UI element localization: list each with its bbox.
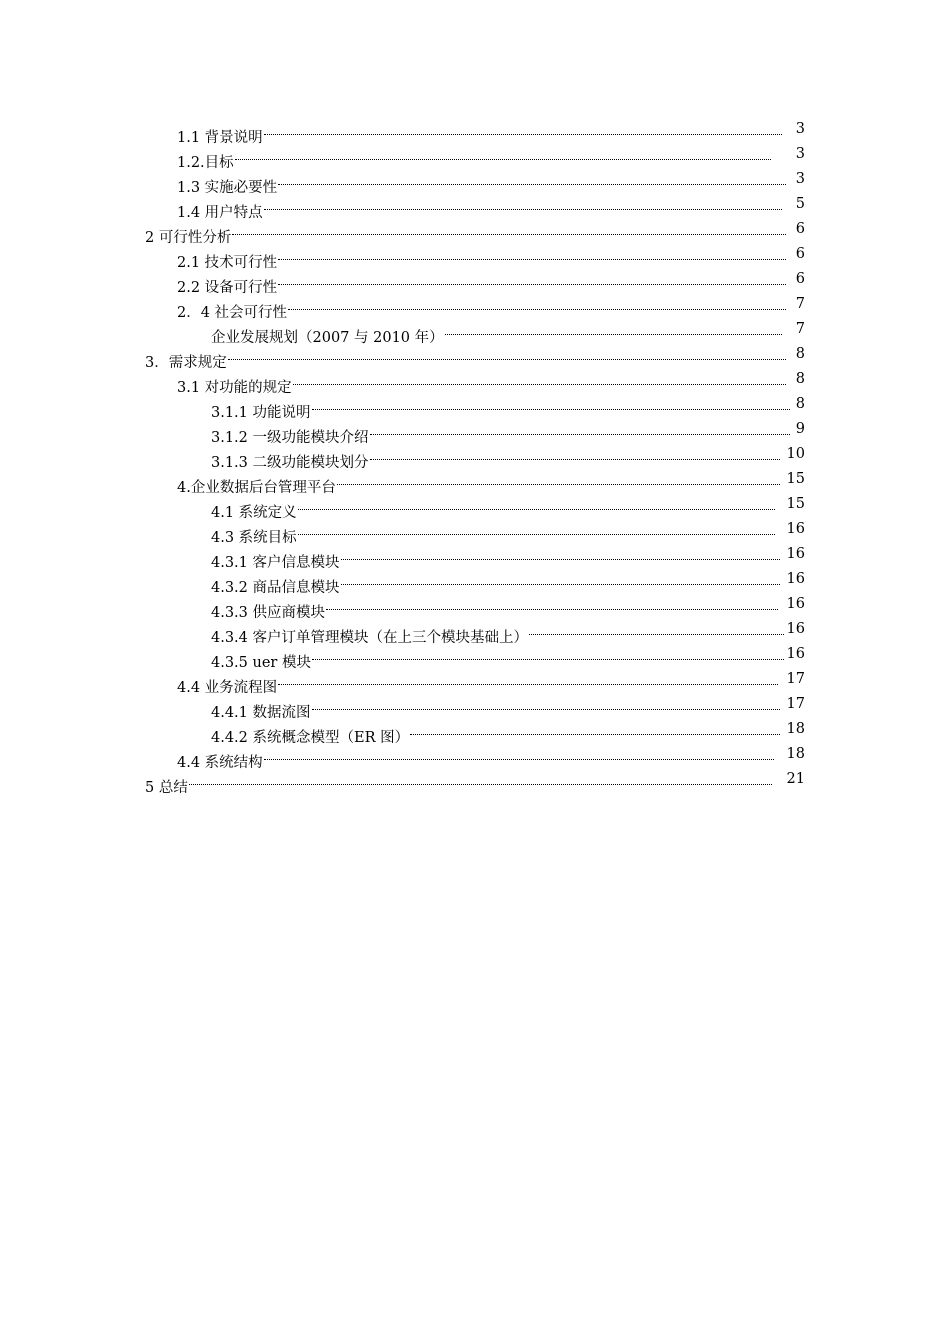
toc-entry[interactable] [0,292,950,321]
toc-dot-leader [278,242,786,267]
toc-entry[interactable] [0,692,950,721]
toc-entry-row [177,467,780,496]
toc-entry-label: 3.1.3 二级功能模块划分 [211,455,369,471]
toc-entry-row [211,642,784,671]
toc-entry[interactable] [0,592,950,621]
table-of-contents [0,117,950,796]
toc-entry[interactable] [0,342,950,371]
toc-entry-label: 1.3 实施必要性 [177,180,278,196]
toc-page-number: 18 [786,746,805,762]
toc-entry[interactable] [0,392,950,421]
toc-entry-row [211,592,778,621]
toc-page-number: 15 [786,496,805,512]
toc-entry-label: 4.4 系统结构 [177,755,263,771]
toc-page-number: 16 [786,596,805,612]
toc-entry[interactable] [0,492,950,521]
toc-dot-leader [337,467,780,492]
toc-page-number: 6 [795,246,805,262]
toc-entry[interactable] [0,192,950,221]
toc-entry-label: 4.3.2 商品信息模块 [211,580,340,596]
toc-entry-row [177,242,786,271]
toc-page-number: 8 [795,396,805,412]
toc-page-number: 6 [795,271,805,287]
toc-entry-label: 3．需求规定 [145,355,227,371]
toc-entry[interactable] [0,167,950,196]
toc-entry-label: 1.1 背景说明 [177,130,263,146]
toc-page-number: 17 [786,696,805,712]
toc-entry[interactable] [0,417,950,446]
toc-entry-row [145,767,772,796]
toc-dot-leader [410,717,780,742]
toc-page-number: 16 [786,571,805,587]
toc-dot-leader [312,692,780,717]
toc-entry-row [211,417,790,446]
toc-entry-row [211,717,780,746]
toc-entry-label: 2．4 社会可行性 [177,305,288,321]
toc-dot-leader [228,342,786,367]
toc-page-number: 8 [795,346,805,362]
toc-entry-row [211,692,780,721]
toc-dot-leader [232,217,786,242]
toc-entry[interactable] [0,617,950,646]
toc-entry-row [145,342,786,371]
toc-entry-row [177,167,786,196]
toc-entry-row [211,442,780,471]
toc-dot-leader [341,542,780,567]
toc-page-number: 7 [795,321,805,337]
toc-entry-label: 企业发展规划（2007 与 2010 年） [211,330,444,346]
toc-dot-leader [278,667,778,692]
toc-entry-row [177,742,774,771]
toc-page-number: 6 [795,221,805,237]
toc-entry-row [211,542,780,571]
toc-entry-label: 2.2 设备可行性 [177,280,278,296]
toc-page-number: 15 [786,471,805,487]
toc-entry[interactable] [0,217,950,246]
toc-entry[interactable] [0,767,950,796]
toc-page-number: 9 [795,421,805,437]
toc-page-number: 3 [795,121,805,137]
toc-entry-label: 4.3.3 供应商模块 [211,605,326,621]
toc-entry-label: 4.3.1 客户信息模块 [211,555,340,571]
toc-entry-row [211,567,780,596]
toc-entry-row [177,667,778,696]
toc-page-number: 16 [786,646,805,662]
toc-entry-label: 4.4.1 数据流图 [211,705,311,721]
toc-entry[interactable] [0,642,950,671]
toc-entry[interactable] [0,117,950,146]
toc-dot-leader [312,392,790,417]
toc-dot-leader [312,642,784,667]
toc-entry-label: 4.4.2 系统概念模型（ER 图） [211,730,410,746]
toc-entry-label: 4.1 系统定义 [211,505,297,521]
toc-dot-leader [298,492,775,517]
toc-entry[interactable] [0,717,950,746]
toc-dot-leader [264,117,782,142]
toc-entry-row [211,317,782,346]
toc-entry-label: 5 总结 [145,780,188,796]
toc-dot-leader [293,367,786,392]
toc-dot-leader [264,192,782,217]
toc-dot-leader [298,517,775,542]
toc-dot-leader [278,267,786,292]
toc-entry-row [177,117,782,146]
toc-entry-row [177,367,786,396]
toc-page-number: 16 [786,621,805,637]
toc-entry-row [177,267,786,296]
toc-page-number: 10 [786,446,805,462]
toc-dot-leader [445,317,782,342]
toc-entry-label: 3.1.2 一级功能模块介绍 [211,430,369,446]
toc-entry-label: 3.1 对功能的规定 [177,380,292,396]
toc-entry-label: 4.3 系统目标 [211,530,297,546]
toc-dot-leader [235,142,771,167]
toc-entry-label: 4.3.5 uer 模块 [211,655,311,671]
toc-dot-leader [189,767,772,792]
toc-page-number: 17 [786,671,805,687]
toc-entry-label: 1.4 用户特点 [177,205,263,221]
toc-page-number: 16 [786,546,805,562]
toc-entry-label: 1.2.目标 [177,155,234,171]
toc-dot-leader [341,567,780,592]
toc-page-number: 3 [795,146,805,162]
toc-entry-label: 3.1.1 功能说明 [211,405,311,421]
toc-dot-leader [370,442,780,467]
toc-page-number: 5 [795,196,805,212]
toc-entry[interactable] [0,742,950,771]
toc-entry-label: 4.4 业务流程图 [177,680,278,696]
toc-entry-row [211,492,775,521]
toc-page-number: 3 [795,171,805,187]
toc-dot-leader [370,417,790,442]
toc-entry-row [145,217,786,246]
toc-page-number: 18 [786,721,805,737]
toc-entry-label: 4.3.4 客户订单管理模块（在上三个模块基础上） [211,630,529,646]
toc-entry[interactable] [0,242,950,271]
toc-entry-row [211,517,775,546]
toc-page-number: 16 [786,521,805,537]
toc-dot-leader [288,292,786,317]
toc-entry[interactable] [0,542,950,571]
toc-entry[interactable] [0,667,950,696]
toc-entry-label: 4.企业数据后台管理平台 [177,480,336,496]
toc-page-number: 21 [786,771,805,787]
toc-dot-leader [529,617,784,642]
toc-dot-leader [264,742,774,767]
toc-entry[interactable] [0,267,950,296]
toc-entry-row [177,292,786,321]
toc-entry-label: 2.1 技术可行性 [177,255,278,271]
toc-entry[interactable] [0,317,950,346]
toc-entry[interactable] [0,467,950,496]
toc-entry[interactable] [0,517,950,546]
toc-page-number: 7 [795,296,805,312]
toc-entry[interactable] [0,567,950,596]
toc-entry[interactable] [0,442,950,471]
toc-entry-label: 2 可行性分析 [145,230,232,246]
toc-dot-leader [326,592,778,617]
toc-page-number: 8 [795,371,805,387]
toc-dot-leader [278,167,786,192]
toc-entry[interactable] [0,367,950,396]
toc-entry-row [177,142,771,171]
toc-entry-row [211,392,790,421]
toc-entry-row [177,192,782,221]
toc-entry[interactable] [0,142,950,171]
toc-entry-row [211,617,784,646]
